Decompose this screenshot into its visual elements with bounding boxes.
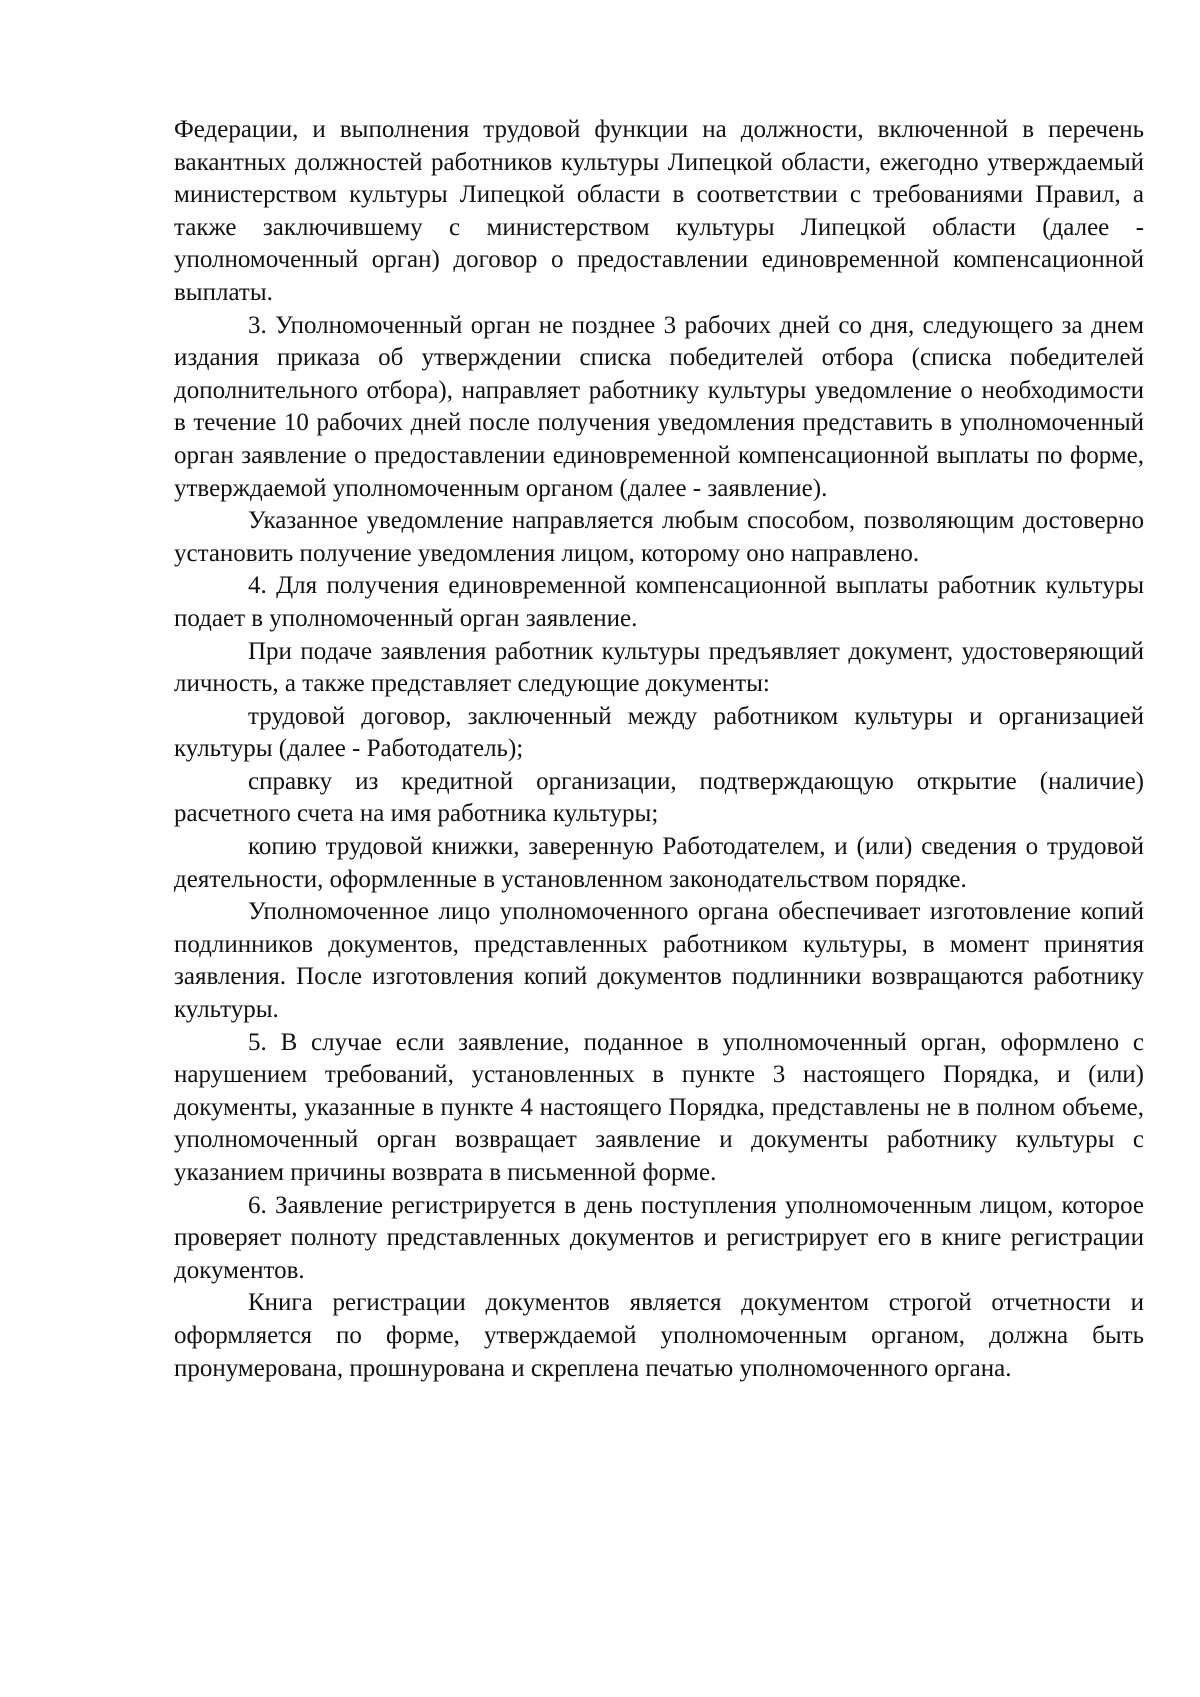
paragraph-item-6: 6. Заявление регистрируется в день поступления уполномоченным лицом, которое проверяет полноту представленных документов и регистрирует его в книге регистрации документов. <box>174 1191 1144 1284</box>
paragraph-notice: Указанное уведомление направляется любым способом, позволяющим достоверно установить получение уведомления лицом, которому оно направлено. <box>174 507 1144 567</box>
paragraph-copies: Уполномоченное лицо уполномоченного органа обеспечивает изготовление копий подлинников документов, представленных работником культуры, в момент принятия заявления. После изготовления копий документов подлинники возвращаются работнику культуры. <box>174 898 1144 1024</box>
paragraph-item-4: 4. Для получения единовременной компенсационной выплаты работник культуры подает в уполномоченный орган заявление. <box>174 572 1144 632</box>
paragraph-item-5: 5. В случае если заявление, поданное в уполномоченный орган, оформлено с нарушением требований, установленных в пункте 3 настоящего Порядка, и (или) документы, указанные в пункте 4 настоящего Порядка, представлены не в полном объеме, уполномоченный орган возвращает заявление и документы работнику культуры с указанием причины возврата в письменной форме. <box>174 1028 1144 1186</box>
paragraph-documents-intro: При подаче заявления работник культуры предъявляет документ, удостоверяющий личность, а также представляет следующие документы: <box>174 637 1144 698</box>
paragraph-bank-certificate: справку из кредитной организации, подтверждающую открытие (наличие) расчетного счета на имя работника культуры; <box>174 767 1144 828</box>
document-page <box>174 114 1144 1385</box>
paragraph-item-3: 3. Уполномоченный орган не позднее 3 рабочих дней со дня, следующего за днем издания приказа об утверждении списка победителей отбора (списка победителей дополнительного отбора), направляет работнику культуры уведомление о необходимости в течение 10 рабочих дней после получения уведомления представить в уполномоченный орган заявление о предоставлении единовременной компенсационной выплаты по форме, утверждаемой уполномоченным органом (далее - заявление). <box>174 311 1144 502</box>
paragraph-registration-book: Книга регистрации документов является документом строгой отчетности и оформляется по форме, утверждаемой уполномоченным органом, должна быть пронумерована, прошнурована и скреплена печатью уполномоченного органа. <box>174 1289 1144 1382</box>
paragraph-continuation: Федерации, и выполнения трудовой функции на должности, включенной в перечень вакантных должностей работников культуры Липецкой области, ежегодно утверждаемый министерством культуры Липецкой области в соответствии с требованиями Правил, а также заключившему с министерством культуры Липецкой области (далее - уполномоченный орган) договор о предоставлении единовременной компенсационной выплаты. <box>174 116 1144 306</box>
paragraph-work-book: копию трудовой книжки, заверенную Работодателем, и (или) сведения о трудовой деятельности, оформленные в установленном законодательством порядке. <box>174 833 1144 893</box>
paragraph-labor-contract: трудовой договор, заключенный между работником культуры и организацией культуры (далее - Работодатель); <box>174 702 1144 763</box>
